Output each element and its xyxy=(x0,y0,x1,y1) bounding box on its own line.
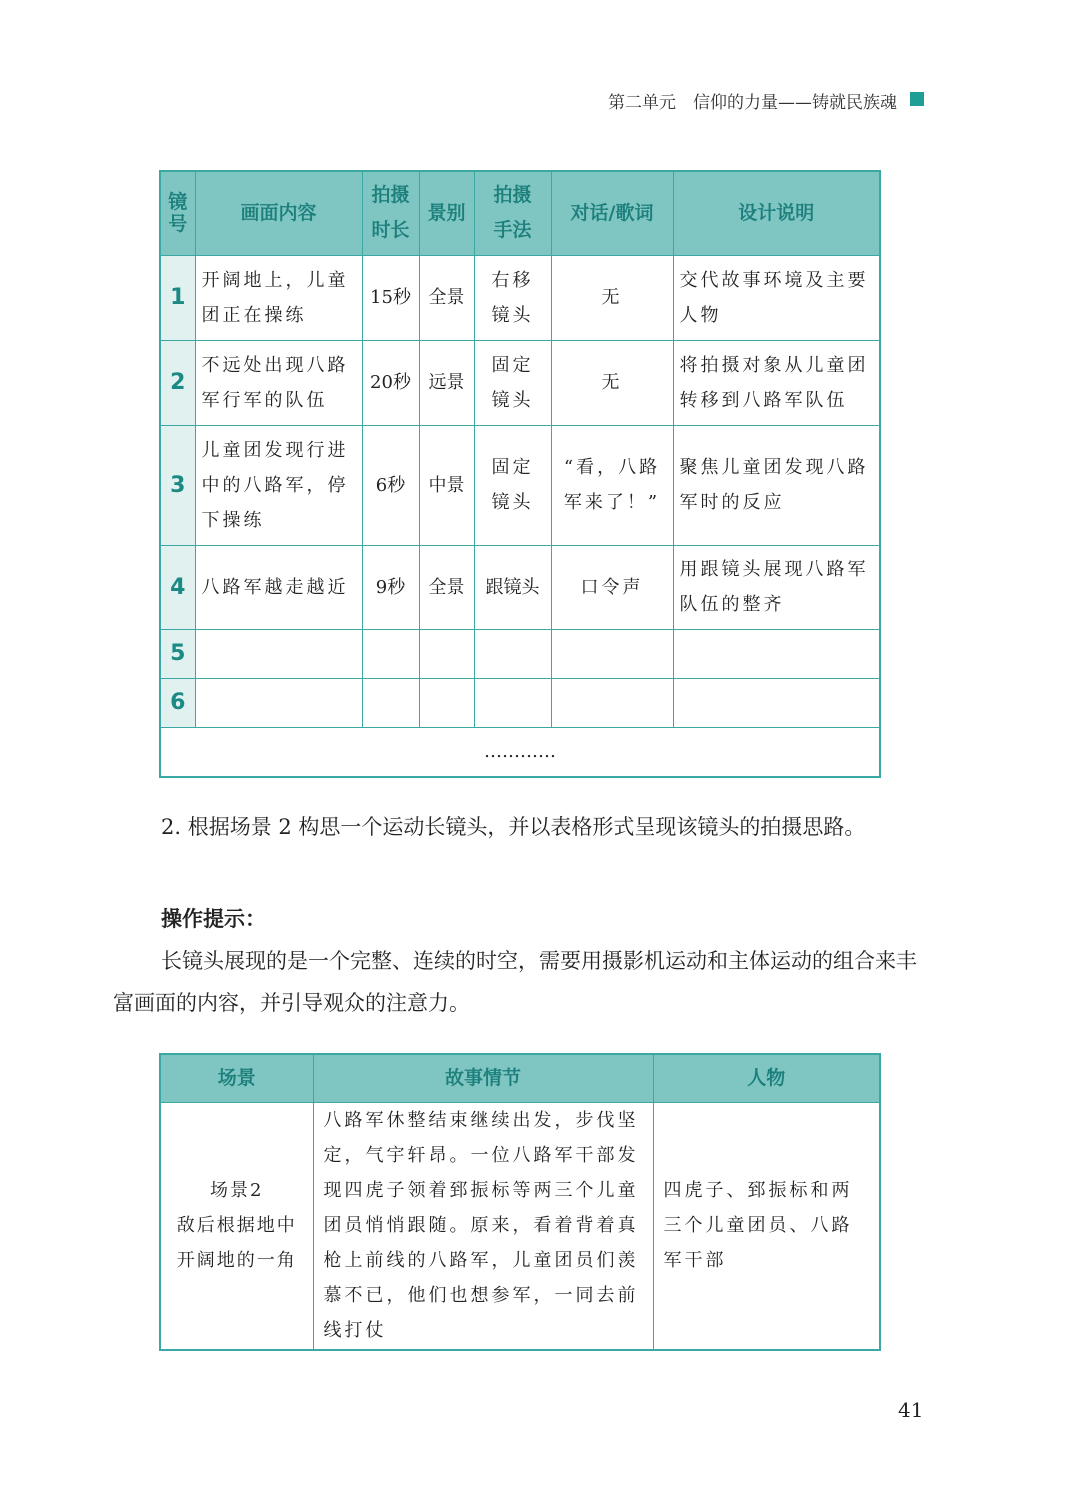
cell-technique: 右移镜头 xyxy=(474,255,551,340)
cell-plot: 八路军休整结束继续出发，步伐坚定，气宇轩昂。一位八路军干部发现四虎子领着郅振标等两三个儿童团员悄悄跟随。原来，看着背着真枪上前线的八路军，儿童团员们羡慕不已，他们也想参军，一同去前线打仗 xyxy=(313,1102,653,1350)
col-header: 景别 xyxy=(419,171,474,255)
table-row-empty xyxy=(160,678,880,727)
col-header: 场景 xyxy=(160,1054,313,1102)
cell-content: 开阔地上，儿童团正在操练 xyxy=(195,255,362,340)
tip-heading: 操作提示： xyxy=(161,906,266,931)
table-header-row xyxy=(160,171,880,255)
cell-technique: 固定镜头 xyxy=(474,340,551,425)
table-row xyxy=(160,255,880,340)
col-header: 故事情节 xyxy=(313,1054,653,1102)
cell-technique: 跟镜头 xyxy=(474,545,551,629)
table-row xyxy=(160,425,880,545)
shot-number: 2 xyxy=(160,340,195,425)
cell-empty xyxy=(419,678,474,727)
header-marker xyxy=(910,92,924,106)
cell-empty xyxy=(362,678,419,727)
table-row xyxy=(160,1102,880,1350)
cell-empty xyxy=(419,629,474,678)
cell-empty xyxy=(551,678,673,727)
shot-number: 1 xyxy=(160,255,195,340)
cell-shot-size: 全景 xyxy=(419,255,474,340)
scene-table xyxy=(159,1053,881,1351)
cell-empty xyxy=(673,678,880,727)
shot-number: 4 xyxy=(160,545,195,629)
cell-empty xyxy=(673,629,880,678)
cell-empty xyxy=(474,629,551,678)
cell-content: 八路军越走越近 xyxy=(195,545,362,629)
task-paragraph: 2. 根据场景 2 构思一个运动长镜头，并以表格形式呈现该镜头的拍摄思路。 xyxy=(161,815,866,839)
cell-duration: 9秒 xyxy=(362,545,419,629)
ellipsis-row xyxy=(160,727,880,777)
cell-dialogue: 无 xyxy=(551,340,673,425)
cell-notes: 将拍摄对象从儿童团转移到八路军队伍 xyxy=(673,340,880,425)
cell-technique: 固定镜头 xyxy=(474,425,551,545)
cell-notes: 交代故事环境及主要人物 xyxy=(673,255,880,340)
page-number: 41 xyxy=(898,1398,924,1422)
col-header: 拍摄时长 xyxy=(362,171,419,255)
cell-shot-size: 全景 xyxy=(419,545,474,629)
table-header-row xyxy=(160,1054,880,1102)
col-header: 画面内容 xyxy=(195,171,362,255)
col-header: 镜号 xyxy=(160,171,195,255)
cell-content: 儿童团发现行进中的八路军，停下操练 xyxy=(195,425,362,545)
col-header: 拍摄手法 xyxy=(474,171,551,255)
cell-duration: 15秒 xyxy=(362,255,419,340)
col-header: 对话/歌词 xyxy=(551,171,673,255)
shot-number: 3 xyxy=(160,425,195,545)
cell-dialogue: 无 xyxy=(551,255,673,340)
cell-empty xyxy=(474,678,551,727)
cell-empty xyxy=(551,629,673,678)
ellipsis: ………… xyxy=(160,727,880,777)
cell-scene: 场景2 敌后根据地中开阔地的一角 xyxy=(160,1102,313,1350)
col-header: 设计说明 xyxy=(673,171,880,255)
cell-duration: 20秒 xyxy=(362,340,419,425)
shot-number: 5 xyxy=(160,629,195,678)
tip-paragraph: 长镜头展现的是一个完整、连续的时空，需要用摄影机运动和主体运动的组合来丰富画面的内容，并引导观众的注意力。 xyxy=(113,949,917,1015)
shot-table xyxy=(159,170,881,778)
cell-dialogue: “看，八路军来了！” xyxy=(551,425,673,545)
col-header: 人物 xyxy=(653,1054,880,1102)
cell-shot-size: 中景 xyxy=(419,425,474,545)
cell-content: 不远处出现八路军行军的队伍 xyxy=(195,340,362,425)
cell-duration: 6秒 xyxy=(362,425,419,545)
table-row-empty xyxy=(160,629,880,678)
cell-empty xyxy=(195,678,362,727)
running-title: 第二单元 信仰的力量——铸就民族魂 xyxy=(608,93,897,113)
cell-characters: 四虎子、郅振标和两三个儿童团员、八路军干部 xyxy=(653,1102,880,1350)
table-row xyxy=(160,545,880,629)
cell-empty xyxy=(195,629,362,678)
table-row xyxy=(160,340,880,425)
shot-number: 6 xyxy=(160,678,195,727)
cell-dialogue: 口令声 xyxy=(551,545,673,629)
cell-notes: 用跟镜头展现八路军队伍的整齐 xyxy=(673,545,880,629)
cell-notes: 聚焦儿童团发现八路军时的反应 xyxy=(673,425,880,545)
cell-empty xyxy=(362,629,419,678)
cell-shot-size: 远景 xyxy=(419,340,474,425)
